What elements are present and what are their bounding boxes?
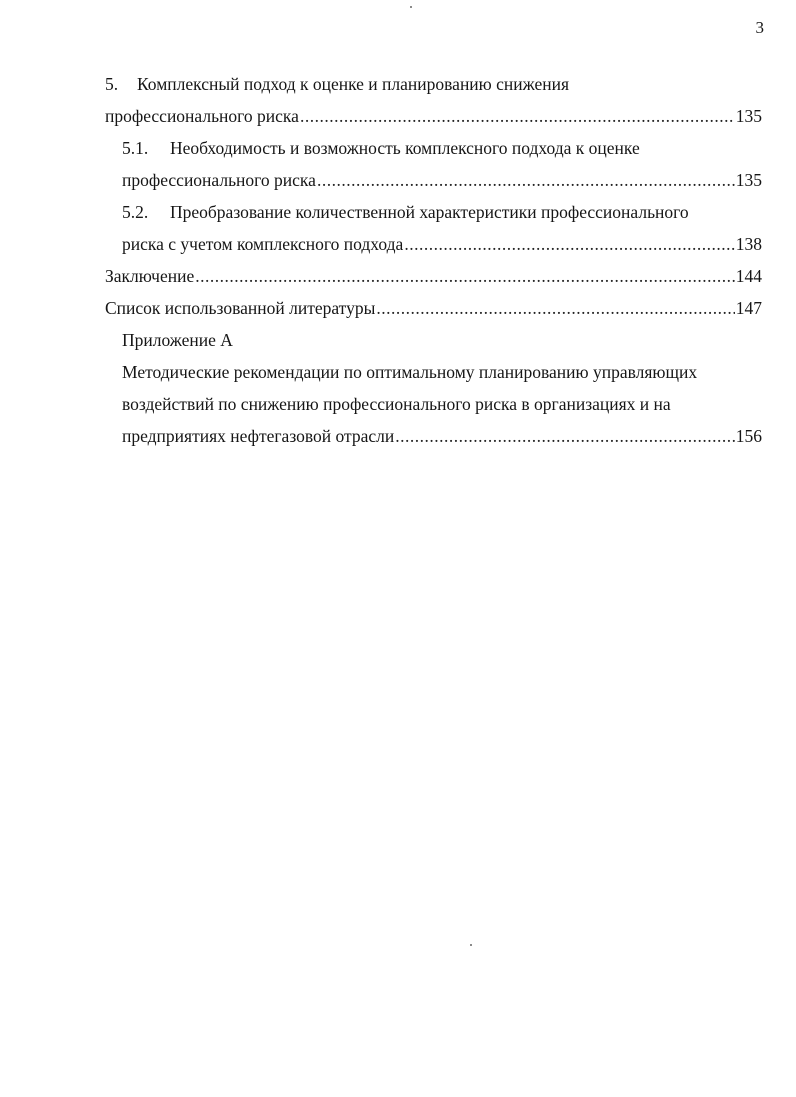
toc-entry-appendix-page: 156 — [735, 426, 762, 446]
toc-entry-5-1-text-line2: профессионального риска — [122, 170, 316, 190]
toc-entry-5-1-title — [122, 132, 762, 164]
toc-entry-conclusion-dots — [195, 260, 735, 292]
toc-entry-5-2-title — [122, 196, 762, 228]
toc-entry-appendix-text-line1: Методические рекомендации по оптимальному планированию управляющих — [122, 362, 698, 382]
toc-entry-references — [105, 292, 762, 324]
toc-entry-5-text-line1: Комплексный подход к оценке и планированию снижения — [137, 74, 570, 94]
toc-entry-appendix-title: Приложение А — [122, 330, 233, 350]
table-of-contents — [105, 68, 762, 452]
toc-entry-5-1-number: 5.1. — [122, 138, 149, 158]
toc-entry-5-2-dots — [404, 228, 734, 260]
toc-entry-conclusion-page: 144 — [735, 266, 762, 286]
toc-entry-5-1-leader — [122, 164, 762, 196]
scan-speck-top — [410, 6, 412, 8]
toc-entry-5-2-number: 5.2. — [122, 202, 149, 222]
toc-entry-5-1-text-line1: Необходимость и возможность комплексного подхода к оценке — [170, 138, 640, 158]
toc-entry-5-text-line2: профессионального риска — [105, 106, 299, 126]
toc-entry-5-number: 5. — [105, 74, 119, 94]
toc-entry-5-title — [105, 68, 762, 100]
toc-entry-5-dots — [300, 100, 735, 132]
toc-entry-appendix-text-line3: предприятиях нефтегазовой отрасли — [122, 426, 395, 446]
toc-entry-5-1-page: 135 — [735, 170, 762, 190]
toc-entry-references-dots — [376, 292, 734, 324]
toc-entry-5-page: 135 — [735, 106, 762, 126]
toc-entry-appendix-leader — [122, 420, 762, 452]
toc-entry-5-2-text-line2: риска с учетом комплексного подхода — [122, 234, 404, 254]
toc-entry-5-leader — [105, 100, 762, 132]
toc-entry-appendix-dots — [395, 420, 734, 452]
toc-entry-appendix-text-line2: воздействий по снижению профессионального риска в организациях и на — [122, 394, 671, 414]
toc-entry-conclusion-text: Заключение — [105, 266, 195, 286]
toc-entry-5-1-dots — [317, 164, 735, 196]
toc-entry-5-2-page: 138 — [735, 234, 762, 254]
toc-entry-references-text: Список использованной литературы — [105, 298, 376, 318]
toc-entry-conclusion — [105, 260, 762, 292]
toc-entry-5-2-leader — [122, 228, 762, 260]
page-number: 3 — [755, 18, 764, 37]
scan-speck-bottom — [470, 944, 472, 946]
toc-entry-5-2-text-line1: Преобразование количественной характеристики профессионального — [170, 202, 689, 222]
toc-entry-references-page: 147 — [735, 298, 762, 318]
